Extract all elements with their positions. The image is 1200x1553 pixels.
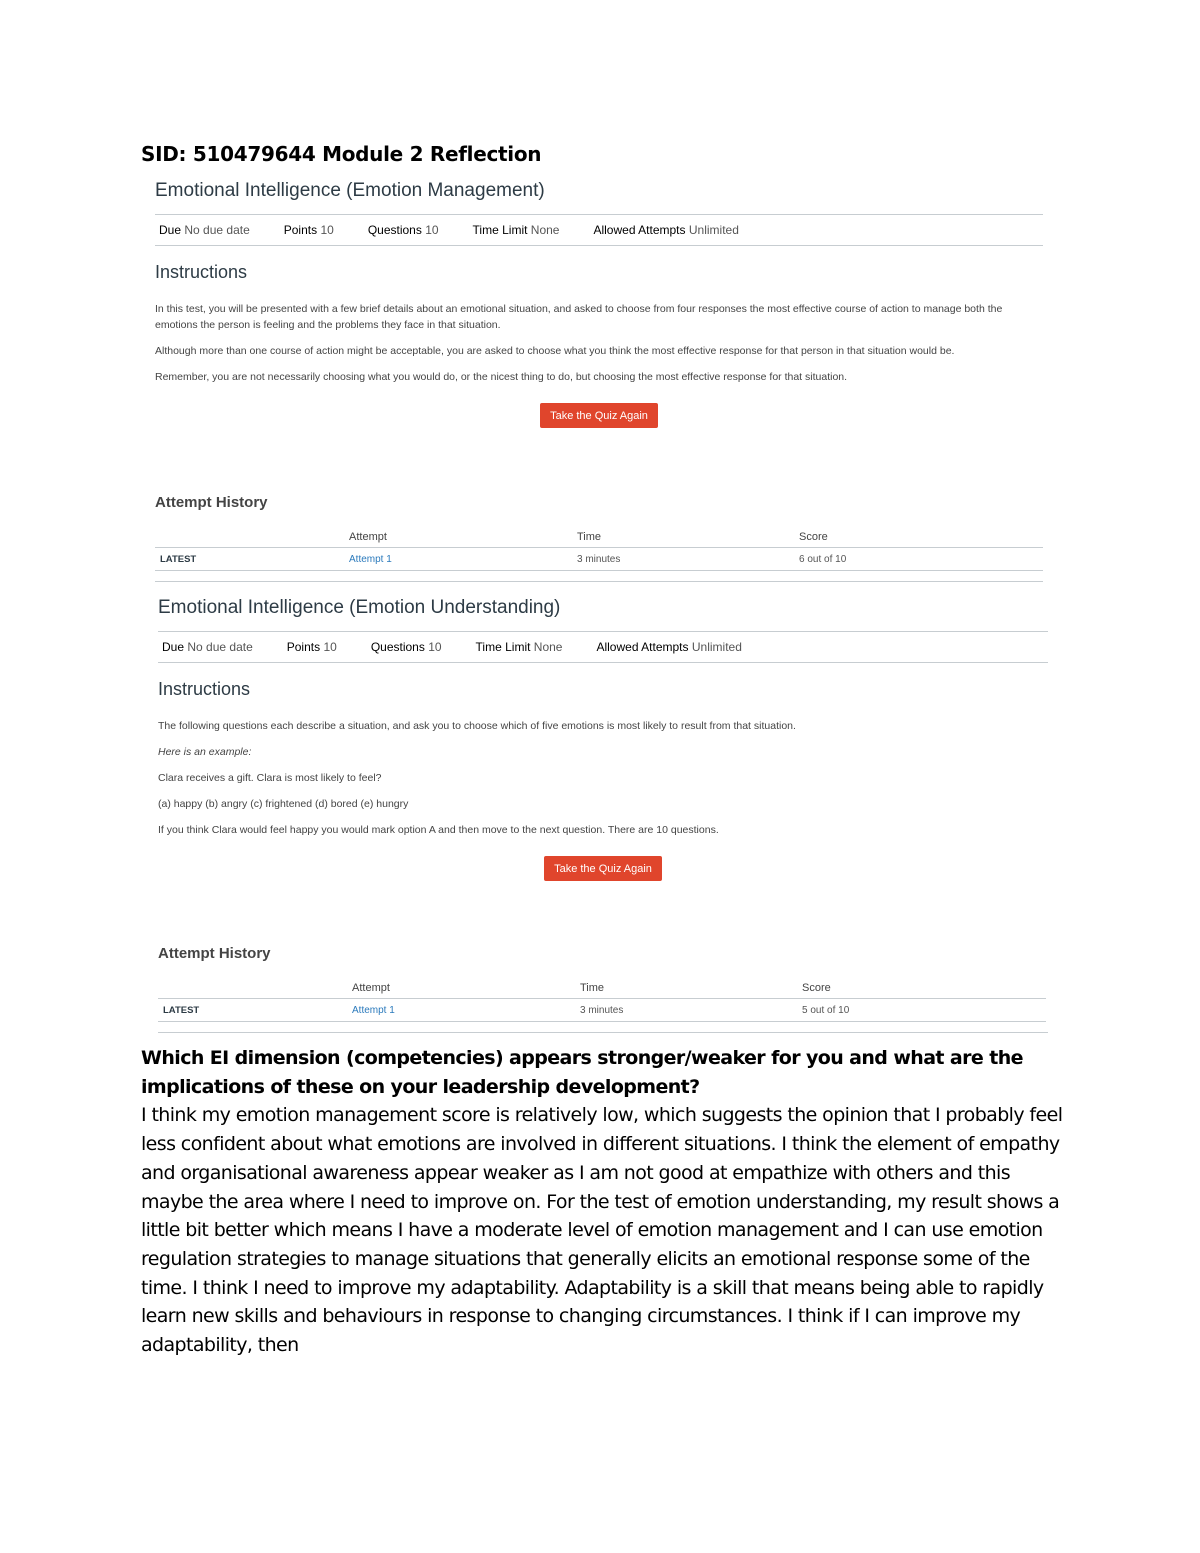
attempt-link[interactable]: Attempt 1 [352,1004,395,1016]
attempt-score: 5 out of 10 [802,1004,850,1016]
instructions-body [158,718,1048,838]
take-quiz-again-button[interactable]: Take the Quiz Again [540,403,658,428]
table-row [158,998,1046,1022]
instruction-example-label: Here is an example: [158,746,252,758]
instruction-paragraph: In this test, you will be presented with a few brief details about an emotional situation, and asked to choose from four responses the most effective course of action to manage both the emotions the person is feeling and the problems they face in that situation. [155,303,1003,331]
col-score: Score [802,982,831,994]
latest-tag: LATEST [163,1004,200,1016]
instruction-options: (a) happy (b) angry (c) frightened (d) bored (e) hungry [158,798,409,810]
quiz-panel-emotion-understanding [158,595,1048,1016]
instruction-paragraph: Remember, you are not necessarily choosing what you would do, or the nicest thing to do, but choosing the most effective response for that situation. [155,371,848,383]
instructions-body [155,301,1043,385]
attempt-history-heading: Attempt History [155,494,268,511]
meta-due: Due No due date [159,223,250,237]
document-title: SID: 510479644 Module 2 Reflection [141,142,542,166]
quiz-meta-bar [155,214,1043,246]
col-score: Score [799,531,828,543]
section-divider [158,1032,1048,1033]
section-divider [155,581,1043,582]
reflection-question: Which EI dimension (competencies) appears stronger/weaker for you and what are the implications of these on your leadership development? [141,1047,1023,1098]
meta-due: Due No due date [162,640,253,654]
meta-allowed-attempts: Allowed Attempts Unlimited [596,640,742,654]
reflection-answer: I think my emotion management score is relatively low, which suggests the opinion that I probably feel less confident about what emotions are involved in different situations. I think the element of empathy and organisational awareness appear weaker as I am not good at empathize with others and this maybe the area where I need to improve on. For the test of emotion understanding, my result shows a little bit better which means I have a moderate level of emotion management and I can use emotion regulation strategies to manage situations that generally elicits an emotional response some of the time. I think I need to improve my adaptability. Adaptability is a skill that means being able to rapidly learn new skills and behaviours in response to changing circumstances. I think if I can improve my adaptability, then [141,1104,1063,1357]
table-row [155,547,1043,571]
quiz-title: Emotional Intelligence (Emotion Understanding) [158,597,561,618]
quiz-title: Emotional Intelligence (Emotion Management) [155,180,545,201]
attempt-history-header [155,531,1043,547]
col-time: Time [580,982,605,994]
instructions-heading: Instructions [155,262,248,282]
meta-time-limit: Time Limit None [475,640,563,654]
instructions-heading: Instructions [158,679,251,699]
quiz-panel-emotion-management [155,178,1043,565]
meta-questions: Questions 10 [370,640,442,654]
take-quiz-again-button[interactable]: Take the Quiz Again [544,856,662,881]
attempt-history-heading: Attempt History [158,945,271,962]
attempt-history-header [158,982,1046,998]
attempt-history [158,945,1046,1022]
meta-points: Points 10 [283,223,334,237]
meta-questions: Questions 10 [367,223,439,237]
meta-allowed-attempts: Allowed Attempts Unlimited [593,223,739,237]
instruction-paragraph: Clara receives a gift. Clara is most likely to feel? [158,772,382,784]
col-attempt: Attempt [352,982,390,994]
instruction-paragraph: Although more than one course of action might be acceptable, you are asked to choose what you think the most effective response for that person in that situation would be. [155,345,955,357]
latest-tag: LATEST [160,553,197,565]
meta-points: Points 10 [286,640,337,654]
instruction-paragraph: If you think Clara would feel happy you would mark option A and then move to the next question. There are 10 questions. [158,824,719,836]
attempt-score: 6 out of 10 [799,553,847,565]
reflection-section [141,1044,1066,1360]
quiz-meta-bar [158,631,1048,663]
attempt-time: 3 minutes [580,1004,624,1016]
attempt-time: 3 minutes [577,553,621,565]
attempt-link[interactable]: Attempt 1 [349,553,392,565]
attempt-history [155,494,1043,571]
col-attempt: Attempt [349,531,387,543]
meta-time-limit: Time Limit None [472,223,560,237]
col-time: Time [577,531,602,543]
instruction-paragraph: The following questions each describe a situation, and ask you to choose which of five emotions is most likely to result from that situation. [158,720,796,732]
